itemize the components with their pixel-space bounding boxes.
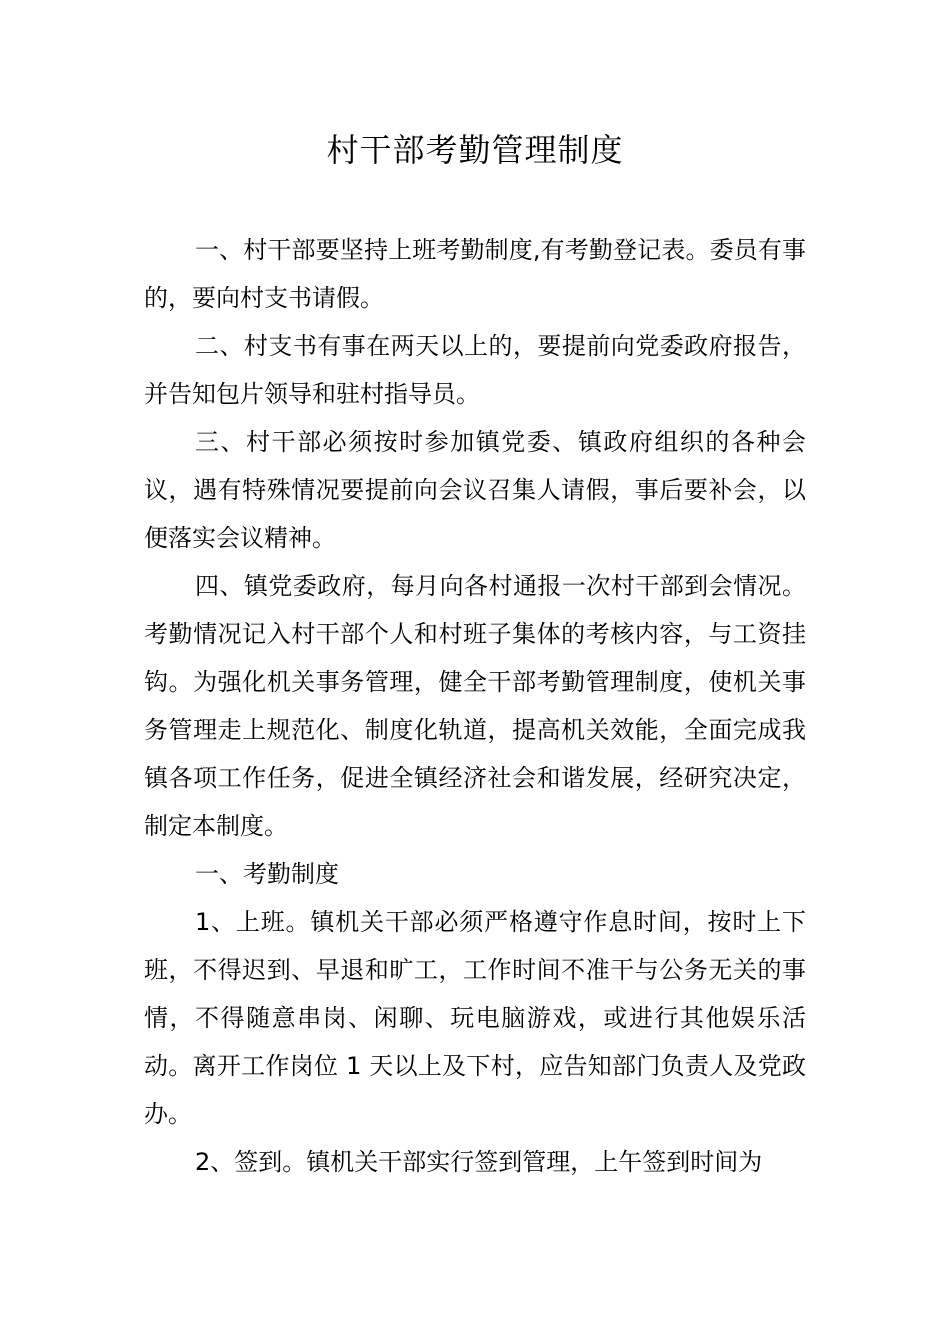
paragraph-6: 2、签到。镇机关干部实行签到管理，上午签到时间为	[195, 1148, 763, 1176]
paragraph-1: 一、村干部要坚持上班考勤制度,有考勤登记表。委员有事的，要向村支书请假。	[144, 236, 806, 312]
section-heading: 一、考勤制度	[195, 860, 339, 888]
paragraph-2: 二、村支书有事在两天以上的，要提前向党委政府报告，并告知包片领导和驻村指导员。	[144, 332, 806, 408]
document-body	[144, 226, 806, 1186]
paragraph-5: 1、上班。镇机关干部必须严格遵守作息时间，按时上下班，不得迟到、早退和旷工，工作时间不准干与公务无关的事情，不得随意串岗、闲聊、玩电脑游戏，或进行其他娱乐活动。离开工作岗位 1 天以上及下村，应告知部门负责人及党政办。	[144, 908, 806, 1128]
paragraph-4: 四、镇党委政府，每月向各村通报一次村干部到会情况。考勤情况记入村干部个人和村班子集体的考核内容，与工资挂钩。为强化机关事务管理，健全干部考勤管理制度，使机关事务管理走上规范化、制度化轨道，提高机关效能，全面完成我镇各项工作任务，促进全镇经济社会和谐发展，经研究决定，制定本制度。	[144, 572, 806, 840]
paragraph-3: 三、村干部必须按时参加镇党委、镇政府组织的各种会议，遇有特殊情况要提前向会议召集人请假，事后要补会，以便落实会议精神。	[144, 428, 806, 552]
document-title: 村干部考勤管理制度	[326, 131, 624, 169]
